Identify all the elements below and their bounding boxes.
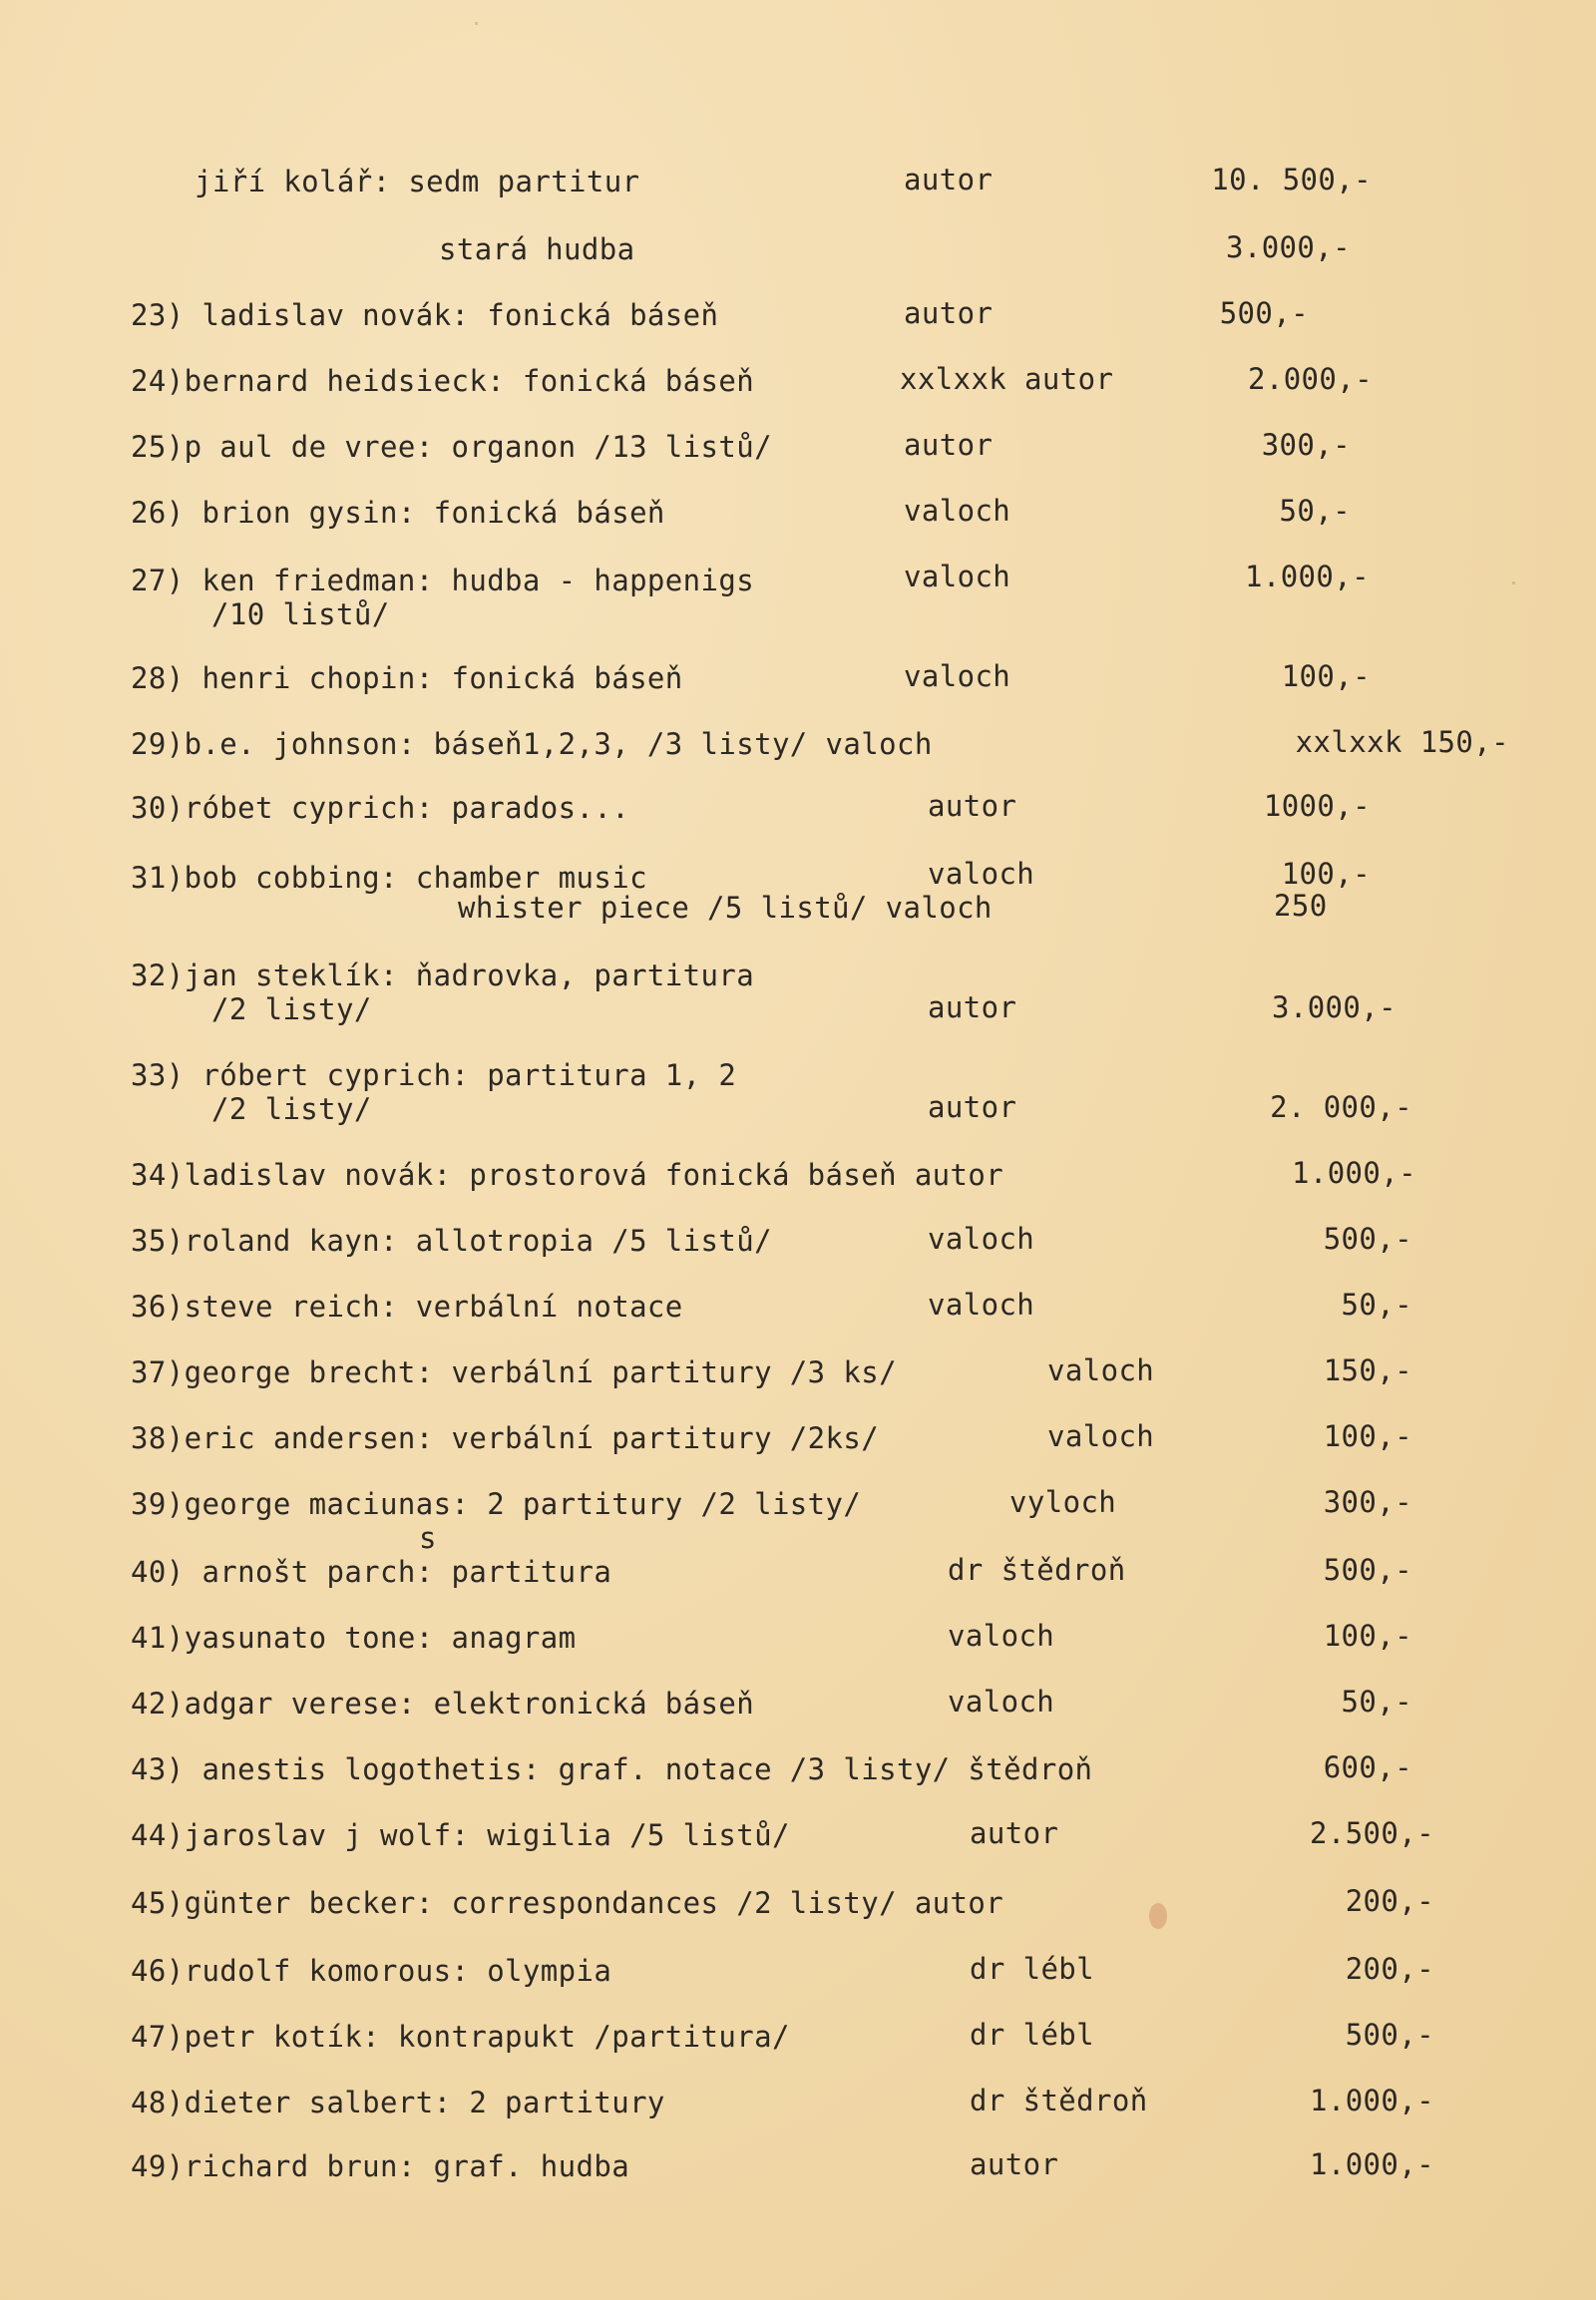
paper-stain [1149, 1903, 1167, 1929]
row-owner: valoch [1047, 1419, 1155, 1453]
row-owner: valoch [904, 560, 1011, 593]
row-amount: 2.000,- [1247, 362, 1373, 396]
row-title-line2: /2 listy/ [211, 1092, 372, 1126]
row-title: jiří kolář: sedm partitur [195, 165, 640, 198]
row-amount: 50,- [1341, 1288, 1412, 1322]
row-owner: valoch [1047, 1353, 1155, 1387]
row-owner: dr štědroň [970, 2084, 1148, 2117]
row-owner: valoch [904, 494, 1011, 528]
row-amount: 250 [1274, 889, 1328, 923]
row-title-line2: /10 listů/ [211, 597, 390, 631]
row-amount: 50,- [1279, 494, 1351, 528]
row-title: 36)steve reich: verbální notace [131, 1290, 683, 1324]
row-title: 47)petr kotík: kontrapukt /partitura/ [131, 2020, 790, 2054]
row-owner: valoch [948, 1685, 1055, 1719]
row-title: 24)bernard heidsieck: fonická báseň [131, 364, 755, 398]
row-title: 42)adgar verese: elektronická báseň [131, 1687, 755, 1721]
row-title-line2: /2 listy/ [211, 992, 372, 1026]
row-amount: xxlxxk 150,- [1295, 725, 1509, 759]
row-title: 43) anestis logothetis: graf. notace /3 listy/ štědroň [131, 1752, 1093, 1786]
row-owner: autor [904, 296, 994, 330]
row-title: stará hudba [439, 232, 635, 266]
row-title: 28) henri chopin: fonická báseň [131, 661, 683, 695]
row-owner: autor [928, 990, 1017, 1024]
row-amount: 1.000,- [1309, 2147, 1434, 2181]
row-title: 29)b.e. johnson: báseň1,2,3, /3 listy/ valoch [131, 727, 933, 761]
row-amount: 200,- [1345, 1952, 1434, 1986]
row-amount: 3.000,- [1271, 990, 1396, 1024]
row-owner: autor [928, 1090, 1017, 1124]
paper-fleck [475, 22, 478, 25]
row-title: 48)dieter salbert: 2 partitury [131, 2086, 665, 2119]
row-amount: 2. 000,- [1270, 1090, 1412, 1124]
row-title: 32)jan steklík: ňadrovka, partitura [131, 958, 755, 992]
row-title: 45)günter becker: correspondances /2 listy/ autor [131, 1886, 1004, 1920]
row-amount: 10. 500,- [1211, 163, 1372, 196]
row-amount: 100,- [1281, 659, 1371, 693]
row-amount: 2.500,- [1309, 1816, 1434, 1850]
row-amount: 50,- [1341, 1685, 1412, 1719]
row-amount: 150,- [1323, 1353, 1412, 1387]
row-owner: dr lébl [970, 1952, 1095, 1986]
row-owner: vyloch [1009, 1485, 1117, 1519]
row-owner: dr štědroň [948, 1553, 1126, 1587]
row-amount: 1.000,- [1244, 560, 1370, 593]
row-title: 38)eric andersen: verbální partitury /2ks/ [131, 1421, 880, 1455]
row-owner: autor [904, 163, 994, 196]
row-owner: autor [928, 789, 1017, 823]
row-title: 44)jaroslav j wolf: wigilia /5 listů/ [131, 1818, 790, 1852]
row-owner: valoch [928, 1288, 1035, 1322]
row-title: whister piece /5 listů/ valoch [458, 891, 993, 925]
paper-fleck [1512, 581, 1515, 584]
row-amount: 200,- [1345, 1884, 1434, 1918]
row-owner: autor [970, 1816, 1059, 1850]
row-title: 40) arnošt parch: partitura [131, 1555, 612, 1589]
row-amount: 100,- [1323, 1619, 1412, 1653]
row-owner: valoch [928, 857, 1035, 891]
row-amount: 1.000,- [1291, 1156, 1416, 1190]
row-owner: valoch [904, 659, 1011, 693]
row-title: 31)bob cobbing: chamber music [131, 861, 647, 895]
row-owner: autor [904, 428, 994, 462]
row-owner: autor [970, 2147, 1059, 2181]
row-title: 35)roland kayn: allotropia /5 listů/ [131, 1224, 772, 1258]
row-owner: xxlxxk autor [900, 362, 1114, 396]
marginal-s: s [419, 1521, 437, 1555]
row-amount: 500,- [1219, 296, 1309, 330]
row-title: 34)ladislav novák: prostorová fonická báseň autor [131, 1158, 1004, 1192]
row-owner: valoch [928, 1222, 1035, 1256]
row-title: 26) brion gysin: fonická báseň [131, 496, 665, 530]
row-amount: 500,- [1323, 1222, 1412, 1256]
row-title: 23) ladislav novák: fonická báseň [131, 298, 719, 332]
row-title: 27) ken friedman: hudba - happenigs [131, 564, 755, 597]
row-amount: 3.000,- [1225, 230, 1351, 264]
row-owner: dr lébl [970, 2018, 1095, 2052]
row-amount: 500,- [1323, 1553, 1412, 1587]
row-amount: 600,- [1323, 1750, 1412, 1784]
row-amount: 1000,- [1263, 789, 1371, 823]
row-amount: 100,- [1281, 857, 1371, 891]
row-title: 41)yasunato tone: anagram [131, 1621, 577, 1655]
row-owner: valoch [948, 1619, 1055, 1653]
row-amount: 100,- [1323, 1419, 1412, 1453]
row-title: 39)george maciunas: 2 partitury /2 listy/ [131, 1487, 862, 1521]
row-title: 30)róbet cyprich: parados... [131, 791, 630, 825]
row-title: 49)richard brun: graf. hudba [131, 2149, 630, 2183]
row-amount: 500,- [1345, 2018, 1434, 2052]
row-title: 33) róbert cyprich: partitura 1, 2 [131, 1058, 737, 1092]
row-amount: 300,- [1323, 1485, 1412, 1519]
row-title: 46)rudolf komorous: olympia [131, 1954, 612, 1988]
row-title: 25)p aul de vree: organon /13 listů/ [131, 430, 772, 464]
row-amount: 300,- [1261, 428, 1351, 462]
row-amount: 1.000,- [1309, 2084, 1434, 2117]
row-title: 37)george brecht: verbální partitury /3 ks/ [131, 1355, 897, 1389]
